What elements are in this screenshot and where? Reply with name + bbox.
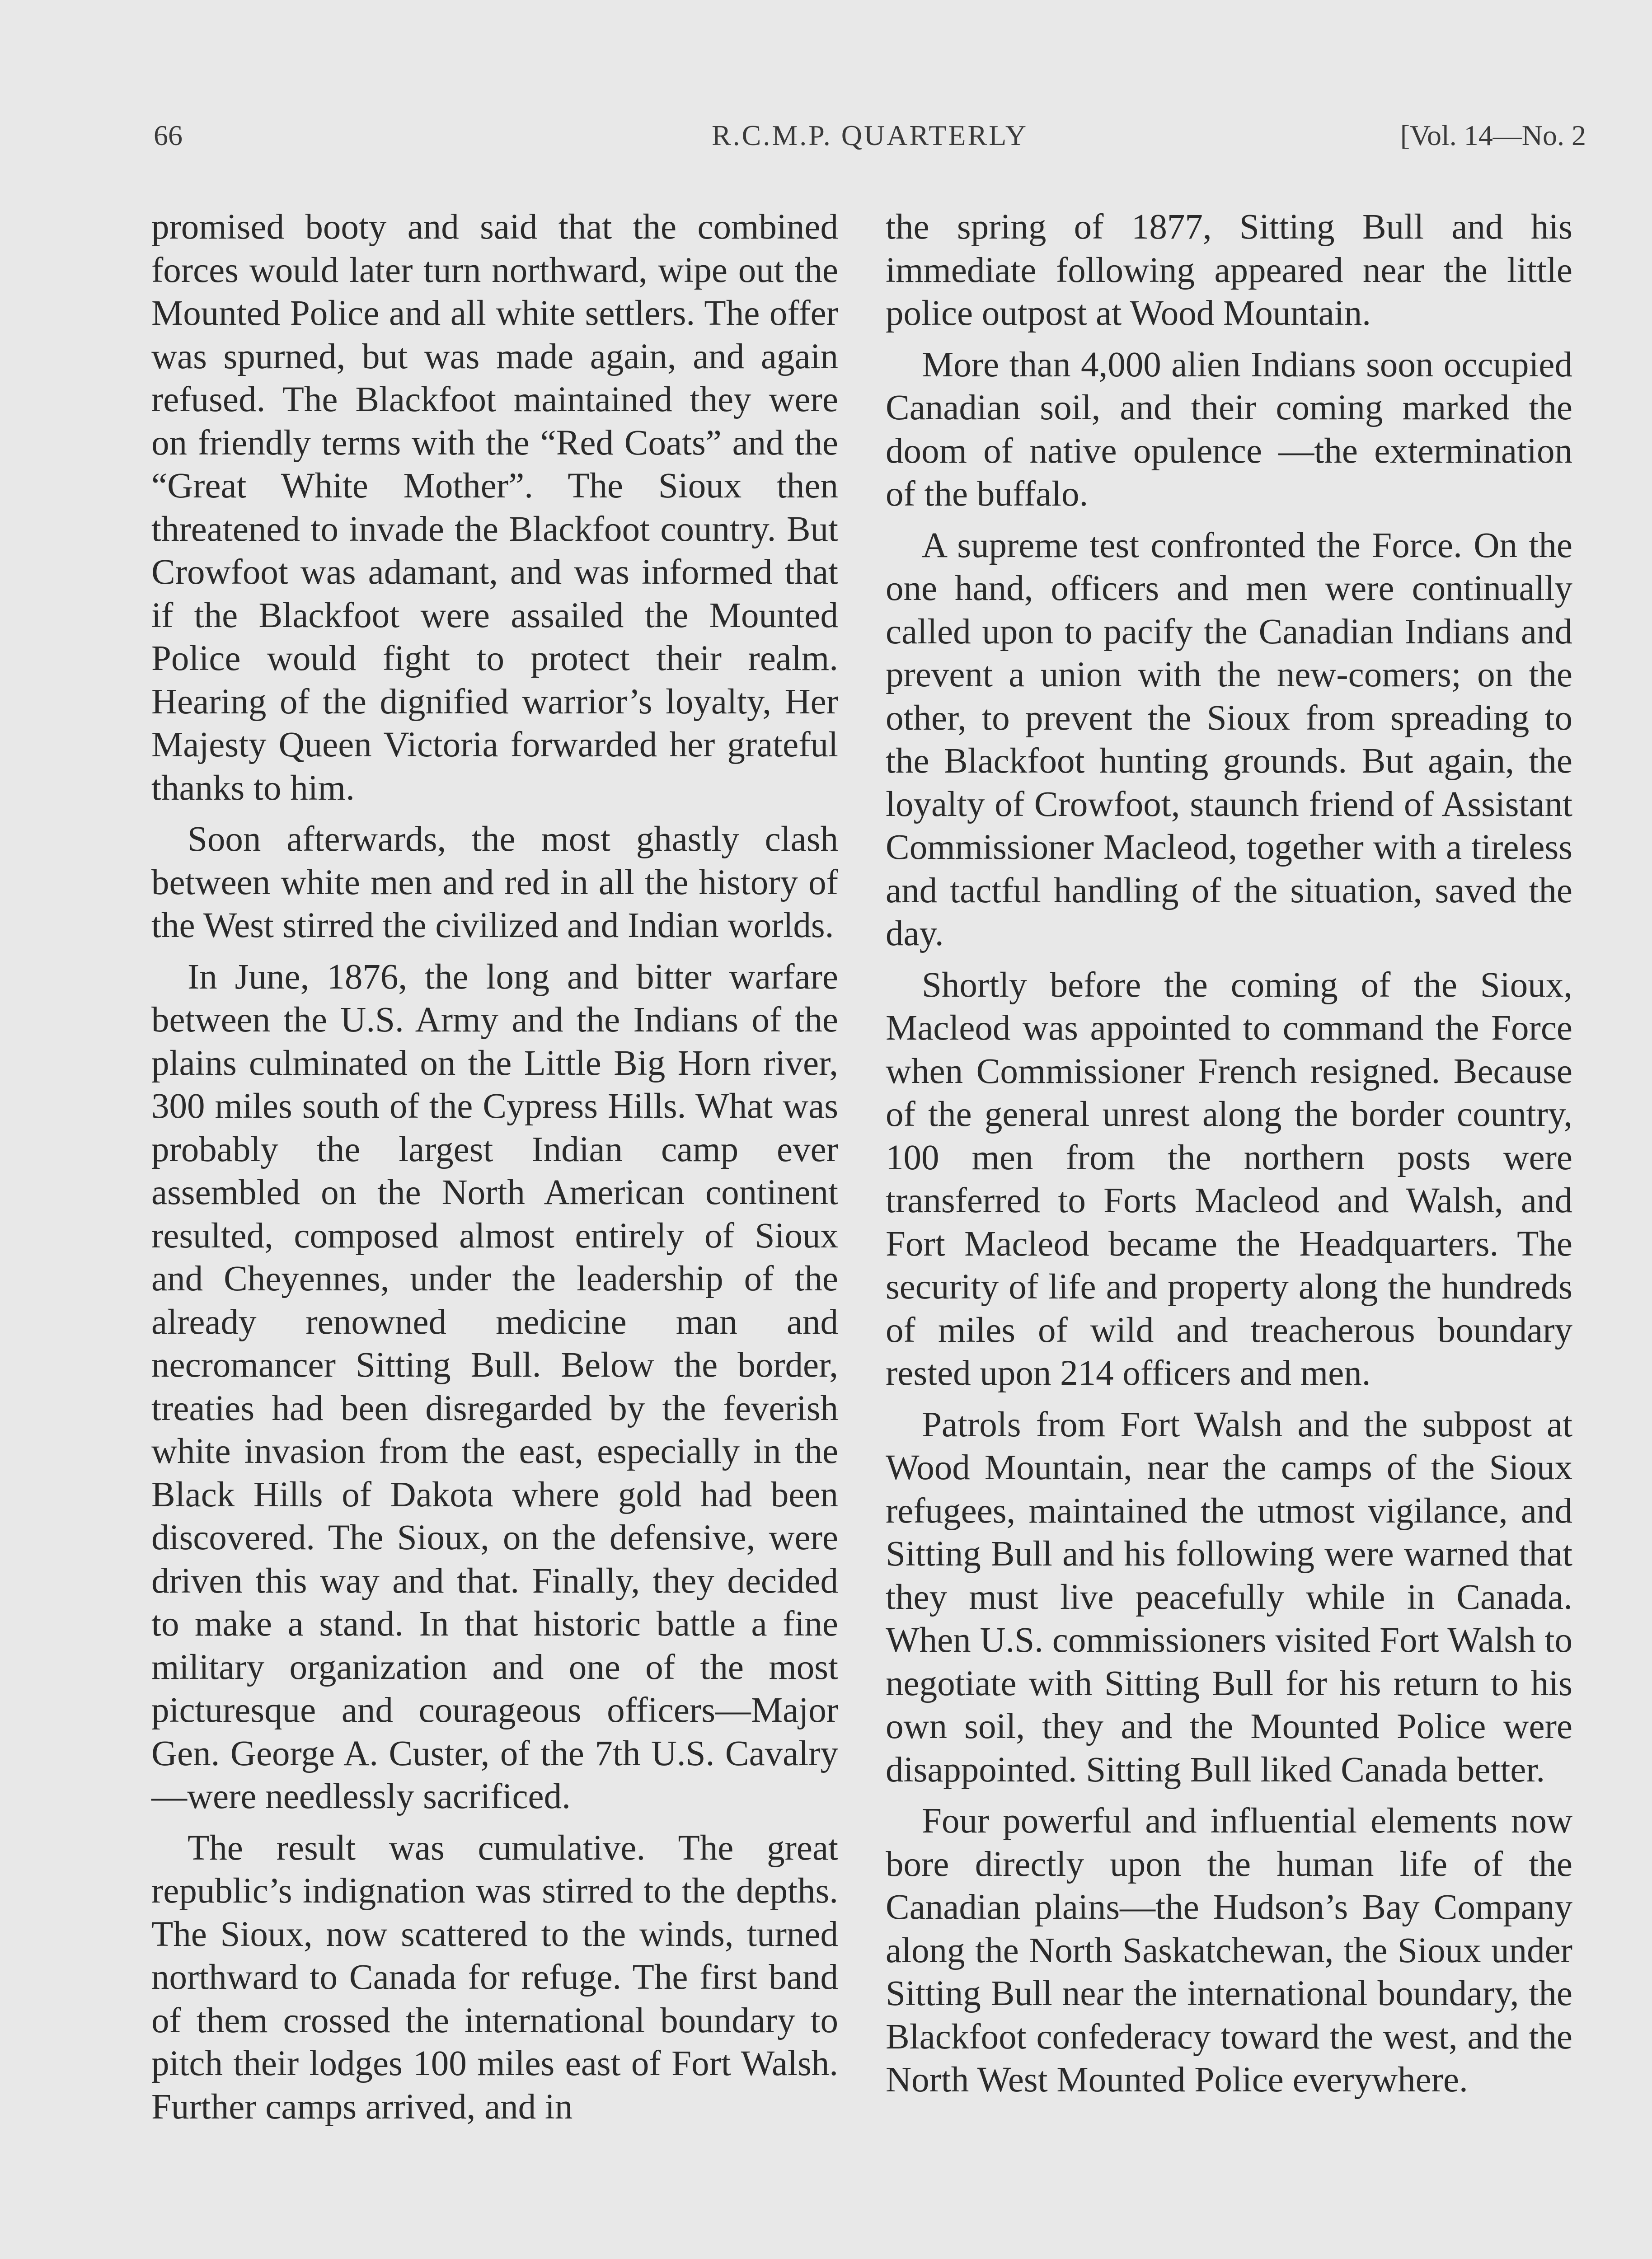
page-number: 66 — [154, 119, 183, 151]
paragraph: Patrols from Fort Walsh and the subpost at Wood Mountain, near the camps of the Sioux refugees, maintained the utmost vigilance, and Sitting Bull and his following were warned that they must live peacefully while in Canada. When U.S. commissioners visited Fort Walsh to negotiate with Sitting Bull for his return to his own soil, they and the Mounted Police were disappointed. Sitting Bull liked Canada better. — [886, 1405, 1572, 1790]
left-column — [151, 206, 838, 2128]
paragraph: Soon afterwards, the most ghastly clash between white men and red in all the history of the West stirred the civilized and Indian worlds. — [151, 820, 838, 945]
paragraph: The result was cumulative. The great republic’s indignation was stirred to the depths. The Sioux, now scattered to the winds, turned northward to Canada for refuge. The first band of them crossed the international boundary to pitch their lodges 100 miles east of Fort Walsh. Further camps arrived, and in — [151, 1828, 838, 2127]
paragraph: A supreme test confronted the Force. On the one hand, officers and men were continually called upon to pacify the Canadian Indians and prevent a union with the new-comers; on the other, to prevent the Sioux from spreading to the Blackfoot hunting grounds. But again, the loyalty of Crowfoot, staunch friend of Assistant Commissioner Macleod, together with a tireless and tactful handling of the situation, saved the day. — [886, 525, 1572, 953]
journal-title: R.C.M.P. QUARTERLY — [711, 119, 1028, 151]
paragraph: More than 4,000 alien Indians soon occupied Canadian soil, and their coming marked the doom of native opulence —the extermination of the buffalo. — [886, 345, 1572, 514]
paragraph: Shortly before the coming of the Sioux, Macleod was appointed to command the Force when Commissioner French resigned. Because of the general unrest along the border country, 100 men from the northern posts were transferred to Forts Macleod and Walsh, and Fort Macleod became the Headquarters. The security of life and property along the hundreds of miles of wild and treacherous boundary rested upon 214 officers and men. — [886, 965, 1572, 1393]
paragraph: In June, 1876, the long and bitter warfare between the U.S. Army and the Indians of the plains culminated on the Little Big Horn river, 300 miles south of the Cypress Hills. What was probably the largest Indian camp ever assembled on the North American continent resulted, composed almost entirely of Sioux and Cheyennes, under the leadership of the already renowned medicine man and necromancer Sitting Bull. Below the border, treaties had been disregarded by the feverish white invasion from the east, especially in the Black Hills of Dakota where gold had been discovered. The Sioux, on the defensive, were driven this way and that. Finally, they decided to make a stand. In that historic battle a fine military organization and one of the most picturesque and courageous officers—Major Gen. George A. Custer, of the 7th U.S. Cavalry—were needlessly sacrificed. — [151, 957, 838, 1816]
right-column — [886, 206, 1572, 2102]
paragraph: Four powerful and influential elements now bore directly upon the human life of the Canadian plains—the Hudson’s Bay Company along the North Saskatchewan, the Sioux under Sitting Bull near the international boundary, the Blackfoot confederacy toward the west, and the North West Mounted Police everywhere. — [886, 1801, 1572, 2100]
paragraph: promised booty and said that the combined forces would later turn northward, wipe out the Mounted Police and all white settlers. The offer was spurned, but was made again, and again refused. The Blackfoot maintained they were on friendly terms with the “Red Coats” and the “Great White Mother”. The Sioux then threatened to invade the Blackfoot country. But Crowfoot was adamant, and was informed that if the Blackfoot were assailed the Mounted Police would fight to protect their realm. Hearing of the dignified warrior’s loyalty, Her Majesty Queen Victoria forwarded her grateful thanks to him. — [151, 207, 838, 808]
issue-label: [Vol. 14—No. 2 — [1400, 119, 1586, 151]
paragraph: the spring of 1877, Sitting Bull and his immediate following appeared near the little police outpost at Wood Mountain. — [886, 207, 1572, 333]
running-head — [154, 115, 1586, 156]
